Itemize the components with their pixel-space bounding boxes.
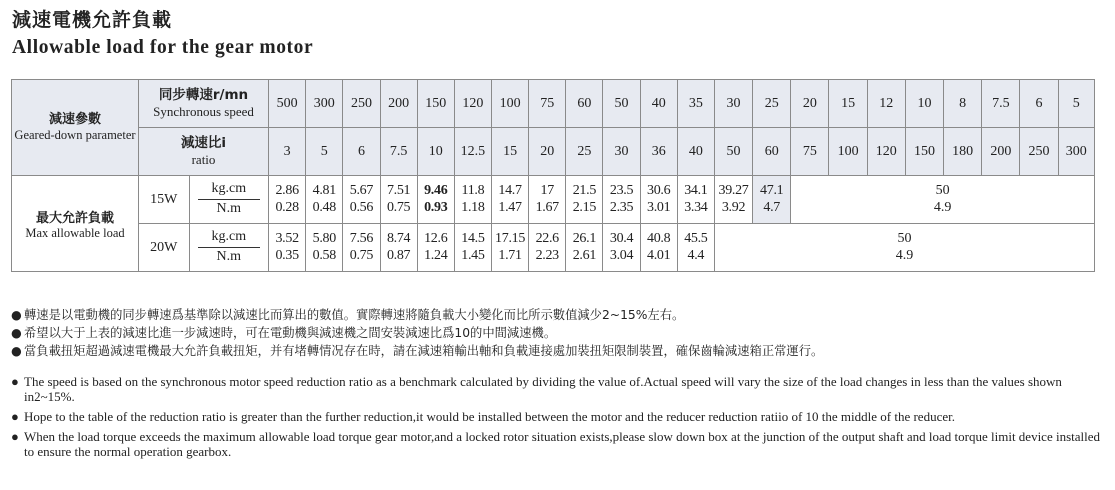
- note-item: [11, 324, 1101, 342]
- load-value-cell: [343, 176, 380, 224]
- load-kgcm: 17: [540, 182, 554, 198]
- bullet-icon: ●: [11, 344, 22, 358]
- load-nm: 1.67: [535, 199, 559, 215]
- load-value-cell: [380, 224, 417, 272]
- ratio-cell: 60: [753, 128, 791, 176]
- speed-cell: 60: [566, 80, 603, 128]
- speed-cell: 7.5: [982, 80, 1020, 128]
- load-nm: 0.58: [312, 247, 336, 263]
- page-title-cn: 減速電機允許負載: [12, 9, 173, 31]
- watt-20w: 20W: [138, 224, 189, 272]
- load-value-cell: [677, 176, 714, 224]
- load-kgcm: 14.5: [461, 230, 485, 246]
- ratio-cell: 120: [867, 128, 905, 176]
- unit-nm: N.m: [216, 249, 242, 264]
- speed-cell: 75: [529, 80, 566, 128]
- ratio-cell: 12.5: [454, 128, 491, 176]
- load-nm: 0.28: [275, 199, 299, 215]
- allowable-load-table: [11, 79, 1095, 272]
- speed-cell: 35: [677, 80, 714, 128]
- note-text: 當負載扭矩超過減速電機最大允許負載扭矩，并有堵轉情况存在時，請在減速箱輸出軸和負載連接處加裝扭矩限制裝置，確保齒輪減速箱正常運行。: [24, 344, 824, 358]
- load-kgcm: 8.74: [386, 230, 411, 246]
- ratio-cell: 6: [343, 128, 380, 176]
- load-nm: 2.23: [535, 247, 559, 263]
- ratio-cell: 200: [982, 128, 1020, 176]
- bullet-icon: ●: [11, 326, 22, 340]
- load-kgcm: 3.52: [275, 230, 299, 246]
- note-text: When the load torque exceeds the maximum allowable load torque gear motor,and a locked rotor situation exists,please slow down box at the junction of the output shaft and load torque limit device installed to ensure the normal operation gearbox.: [24, 429, 1101, 459]
- load-value-cell: [306, 224, 343, 272]
- load-nm: 3.92: [721, 199, 746, 215]
- load-value-cell: [566, 176, 603, 224]
- load-value-cell: [714, 176, 752, 224]
- ratio-cell: 7.5: [380, 128, 417, 176]
- load-nm: 1.24: [424, 247, 448, 263]
- load-kgcm: 23.5: [609, 182, 634, 198]
- ratio-cell: 3: [269, 128, 306, 176]
- flat-nm: 4.9: [895, 247, 914, 263]
- load-kgcm: 14.7: [498, 182, 522, 198]
- flat-kgcm: 50: [897, 230, 912, 246]
- load-kgcm: 30.6: [647, 182, 671, 198]
- load-value-cell: [491, 176, 528, 224]
- load-nm: 0.75: [349, 247, 374, 263]
- speed-cell: 40: [640, 80, 677, 128]
- load-nm: 1.45: [461, 247, 485, 263]
- load-kgcm: 17.15: [495, 230, 526, 246]
- load-kgcm: 39.27: [718, 182, 749, 198]
- load-kgcm: 22.6: [535, 230, 559, 246]
- speed-cell: 50: [603, 80, 640, 128]
- ratio-cell: 15: [491, 128, 528, 176]
- load-kgcm: 26.1: [572, 230, 597, 246]
- load-nm: 0.48: [312, 199, 336, 215]
- load-kgcm: 5.80: [312, 230, 336, 246]
- load-kgcm: 9.46: [424, 182, 448, 198]
- load-value-cell: [566, 224, 603, 272]
- load-kgcm: 21.5: [572, 182, 597, 198]
- speed-cell: 120: [454, 80, 491, 128]
- param-label-cn: 減速參數: [48, 111, 101, 127]
- watt-15w: 15W: [138, 176, 189, 224]
- load-kgcm: 30.4: [609, 230, 634, 246]
- note-item: [11, 409, 1101, 424]
- note-item: [11, 306, 1101, 324]
- load-kgcm: 11.8: [461, 182, 485, 198]
- load-nm: 4.4: [687, 247, 705, 263]
- page-title-en: Allowable load for the gear motor: [12, 37, 314, 58]
- load-nm: 1.71: [498, 247, 522, 263]
- note-item: [11, 374, 1101, 404]
- flat-nm: 4.9: [933, 199, 952, 215]
- ratio-cell: 5: [306, 128, 343, 176]
- speed-cell: 30: [714, 80, 752, 128]
- speed-cell: 12: [867, 80, 905, 128]
- speed-cell: 15: [829, 80, 867, 128]
- ratio-cell: 36: [640, 128, 677, 176]
- bullet-icon: ●: [11, 308, 22, 322]
- load-value-cell: [454, 176, 491, 224]
- load-nm: 1.47: [498, 199, 522, 215]
- load-nm: 2.15: [572, 199, 597, 215]
- speed-cell: 10: [905, 80, 943, 128]
- load-flat-cell: [714, 224, 1094, 272]
- load-label-en: Max allowable load: [25, 225, 125, 240]
- load-value-cell: [269, 224, 306, 272]
- unit-kgcm: kg.cm: [198, 180, 260, 200]
- note-text: 轉速是以電動機的同步轉速爲基準除以減速比而算出的數值。實際轉速將隨負載大小變化而比所示數值減少2~15%左右。: [24, 308, 685, 322]
- ratio-cell: 10: [417, 128, 454, 176]
- speed-label-cn: 同步轉速r/mn: [158, 86, 249, 103]
- speed-cell: 8: [944, 80, 982, 128]
- param-label: [12, 80, 139, 176]
- load-nm: 0.87: [386, 247, 411, 263]
- notes-cn: [11, 306, 1101, 360]
- note-text: Hope to the table of the reduction ratio is greater than the further reduction,it would be installed between the motor and the reducer reduction ratiio of 10 the middle of the reducer.: [24, 409, 955, 424]
- load-label-cn: 最大允許負載: [35, 210, 114, 226]
- ratio-cell: 250: [1020, 128, 1058, 176]
- param-label-en: Geared-down parameter: [14, 127, 136, 142]
- speed-cell: 500: [269, 80, 306, 128]
- load-value-cell: [640, 224, 677, 272]
- load-value-cell: [343, 224, 380, 272]
- load-flat-cell: [791, 176, 1095, 224]
- load-kgcm: 7.56: [349, 230, 374, 246]
- ratio-cell: 20: [529, 128, 566, 176]
- load-value-cell: [603, 224, 640, 272]
- unit-cell: [189, 224, 268, 272]
- load-nm: 0.56: [349, 199, 374, 215]
- notes: [11, 306, 1101, 459]
- flat-kgcm: 50: [935, 182, 950, 198]
- load-value-cell: [417, 224, 454, 272]
- load-nm: 4.7: [763, 199, 780, 215]
- load-nm: 0.35: [275, 247, 299, 263]
- load-kgcm: 12.6: [424, 230, 448, 246]
- load-nm: 3.04: [609, 247, 634, 263]
- load-value-cell: [677, 224, 714, 272]
- ratio-cell: 150: [905, 128, 943, 176]
- speed-cell: 6: [1020, 80, 1058, 128]
- speed-cell: 100: [491, 80, 528, 128]
- load-value-cell: [753, 176, 791, 224]
- ratio-cell: 50: [714, 128, 752, 176]
- speed-cell: 200: [380, 80, 417, 128]
- unit-cell: [189, 176, 268, 224]
- speed-cell: 5: [1058, 80, 1094, 128]
- load-kgcm: 34.1: [684, 182, 708, 198]
- note-text: 希望以大于上表的減速比進一步減速時，可在電動機與減速機之間安裝減速比爲10的中間減速機。: [24, 326, 557, 340]
- load-nm: 0.75: [386, 199, 411, 215]
- speed-cell: 150: [417, 80, 454, 128]
- load-value-cell: [306, 176, 343, 224]
- load-value-cell: [603, 176, 640, 224]
- load-nm: 2.61: [572, 247, 597, 263]
- ratio-cell: 100: [829, 128, 867, 176]
- speed-label: [138, 80, 268, 128]
- load-nm: 2.35: [609, 199, 634, 215]
- load-value-cell: [454, 224, 491, 272]
- ratio-cell: 75: [791, 128, 829, 176]
- ratio-label-cn: 減速比i: [180, 134, 227, 151]
- load-value-cell: [529, 176, 566, 224]
- load-kgcm: 5.67: [349, 182, 374, 198]
- load-nm: 1.18: [461, 199, 485, 215]
- note-item: [11, 342, 1101, 360]
- bullet-icon: ●: [11, 429, 19, 444]
- load-label: [12, 176, 139, 272]
- load-value-cell: [640, 176, 677, 224]
- load-nm: 0.93: [424, 199, 448, 215]
- load-kgcm: 45.5: [684, 230, 708, 246]
- load-kgcm: 40.8: [647, 230, 671, 246]
- load-value-cell: [417, 176, 454, 224]
- ratio-cell: 25: [566, 128, 603, 176]
- bullet-icon: ●: [11, 374, 19, 389]
- load-nm: 3.34: [684, 199, 708, 215]
- note-text: The speed is based on the synchronous motor speed reduction ratio as a benchmark calculated by dividing the value of.Actual speed will vary the size of the load changes in less than the values shown in2~15%.: [24, 374, 1062, 404]
- load-value-cell: [380, 176, 417, 224]
- notes-en: [11, 374, 1101, 459]
- load-nm: 4.01: [647, 247, 671, 263]
- load-kgcm: 7.51: [386, 182, 411, 198]
- bullet-icon: ●: [11, 409, 19, 424]
- note-item: [11, 429, 1101, 459]
- ratio-cell: 300: [1058, 128, 1094, 176]
- unit-kgcm: kg.cm: [198, 228, 260, 248]
- unit-nm: N.m: [216, 201, 242, 216]
- load-value-cell: [529, 224, 566, 272]
- speed-cell: 20: [791, 80, 829, 128]
- load-kgcm: 2.86: [275, 182, 299, 198]
- ratio-cell: 180: [944, 128, 982, 176]
- speed-label-en: Synchronous speed: [153, 103, 254, 119]
- load-nm: 3.01: [647, 199, 671, 215]
- ratio-label: [138, 128, 268, 176]
- load-kgcm: 47.1: [760, 182, 784, 198]
- load-value-cell: [269, 176, 306, 224]
- speed-cell: 300: [306, 80, 343, 128]
- ratio-label-en: ratio: [191, 151, 216, 167]
- speed-cell: 250: [343, 80, 380, 128]
- ratio-cell: 30: [603, 128, 640, 176]
- load-value-cell: [491, 224, 528, 272]
- load-kgcm: 4.81: [312, 182, 336, 198]
- ratio-cell: 40: [677, 128, 714, 176]
- speed-cell: 25: [753, 80, 791, 128]
